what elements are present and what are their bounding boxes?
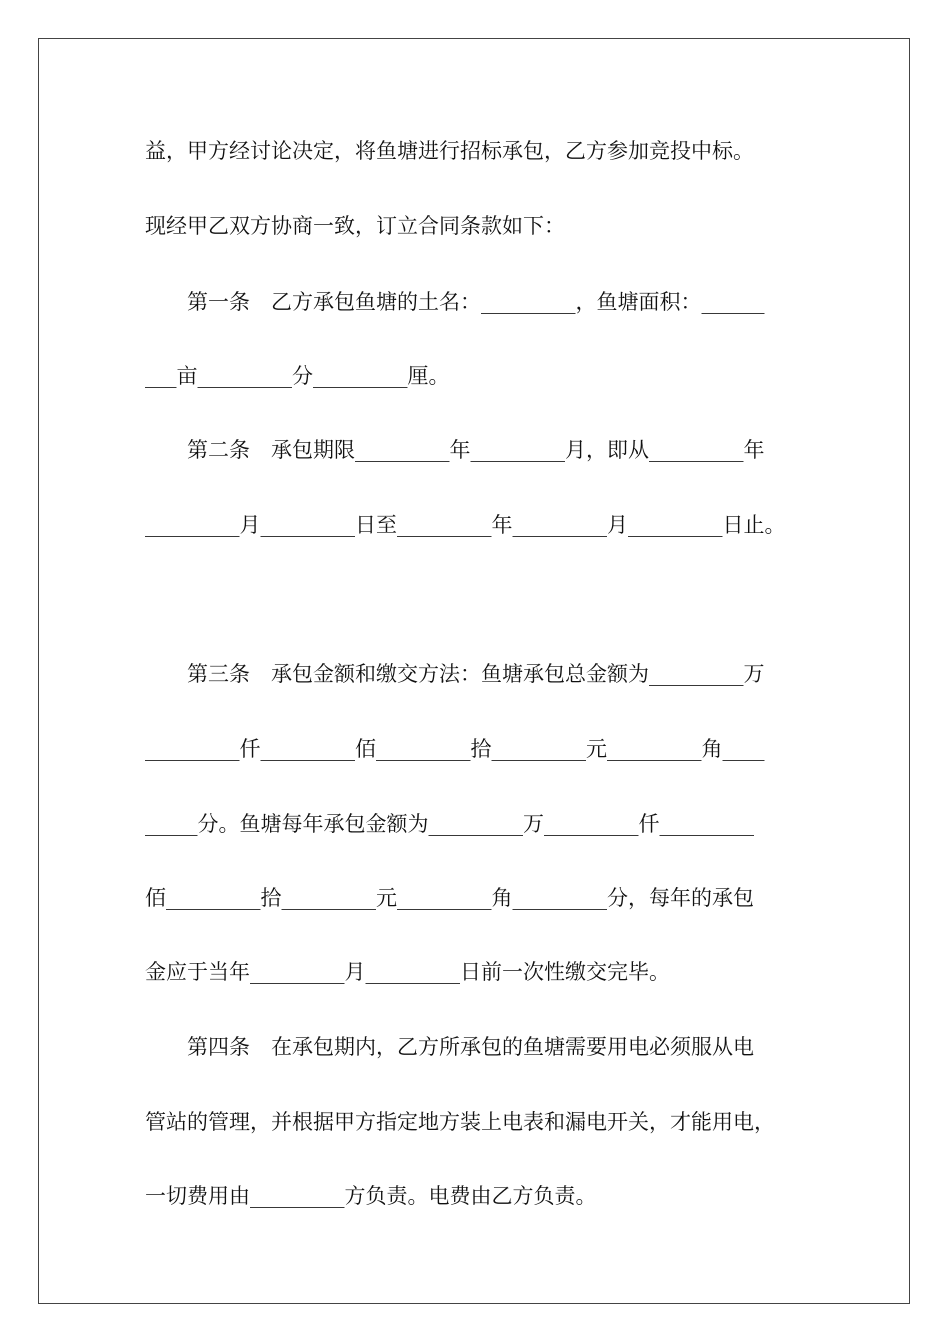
text-line-13: 管站的管理，并根据甲方指定地方装上电表和漏电开关，才能用电， <box>145 1110 775 1134</box>
text-line-7: 第三条 承包金额和缴交方法：鱼塘承包总金额为_________万 <box>145 662 765 686</box>
text-line-5: 第二条 承包期限_________年_________月，即从_________年 <box>145 438 765 462</box>
text-line-4: ___亩_________分_________厘。 <box>145 364 450 388</box>
text-line-2: 现经甲乙双方协商一致，订立合同条款如下： <box>145 214 565 238</box>
text-line-6: _________月_________日至_________年_________月_________日止。 <box>145 513 786 537</box>
text-line-11: 金应于当年_________月_________日前一次性缴交完毕。 <box>145 960 670 984</box>
text-line-9: _____分。鱼塘每年承包金额为_________万_________仟_________ <box>145 812 754 836</box>
text-line-12: 第四条 在承包期内，乙方所承包的鱼塘需要用电必须服从电 <box>145 1035 754 1059</box>
text-line-10: 佰_________拾_________元_________角_________分，每年的承包 <box>145 886 754 910</box>
text-line-1: 益，甲方经讨论决定，将鱼塘进行招标承包，乙方参加竞投中标。 <box>145 139 754 163</box>
text-line-8: _________仟_________佰_________拾_________元_________角____ <box>145 737 765 761</box>
text-line-14: 一切费用由_________方负责。电费由乙方负责。 <box>145 1184 597 1208</box>
text-line-3: 第一条 乙方承包鱼塘的土名：_________，鱼塘面积：______ <box>145 290 765 314</box>
